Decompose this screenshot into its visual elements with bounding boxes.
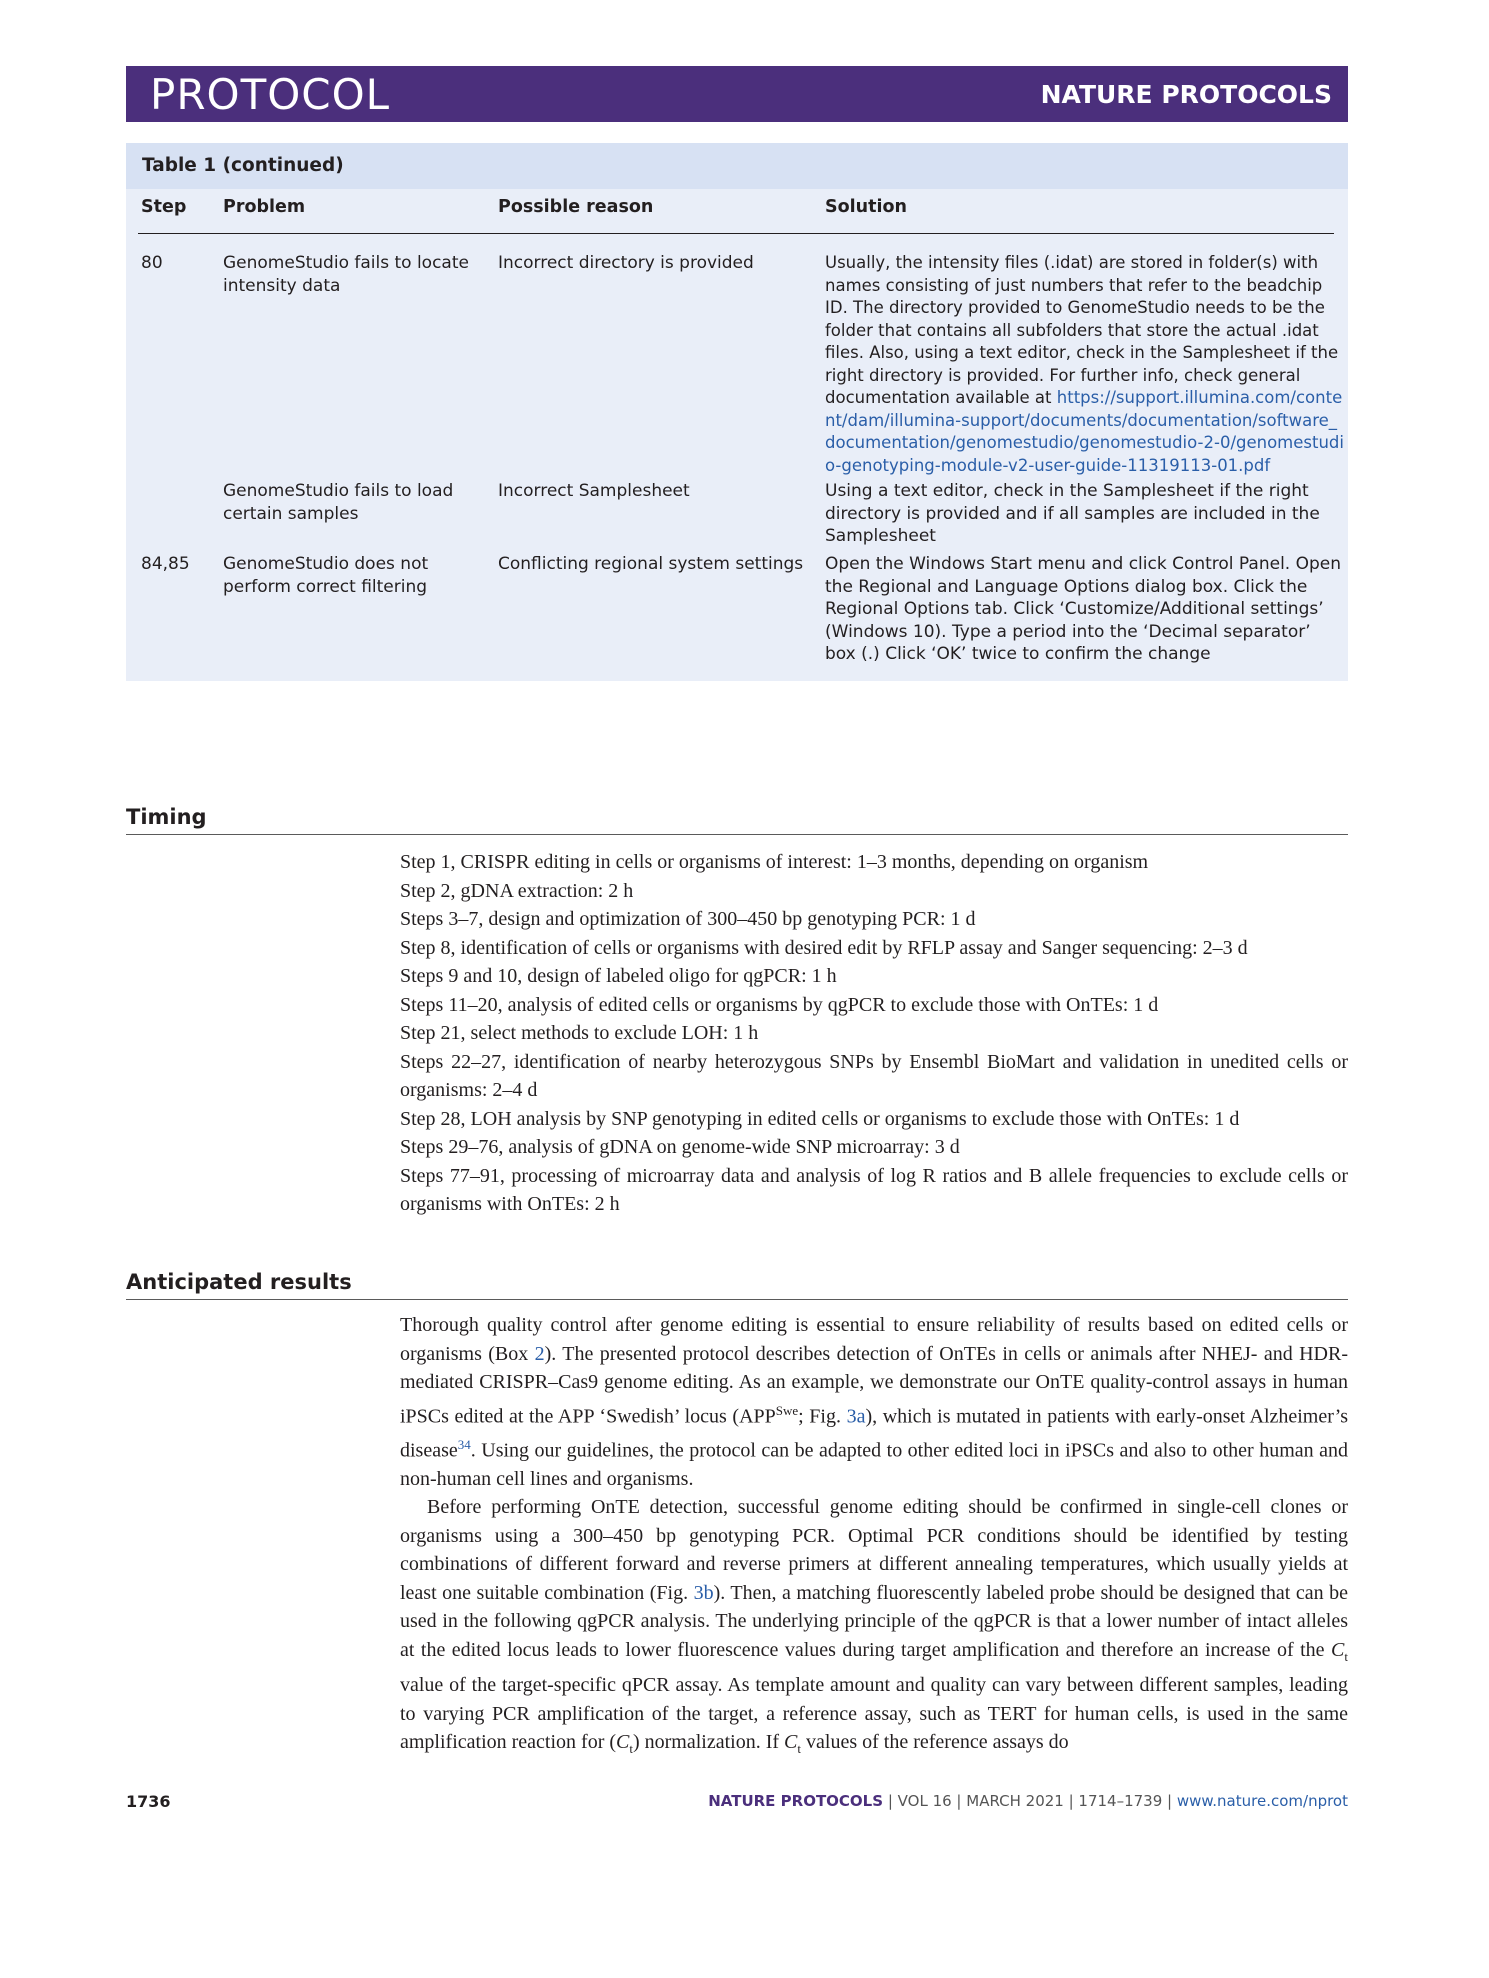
timing-rule	[126, 834, 1348, 835]
footer-citation: NATURE PROTOCOLS | VOL 16 | MARCH 2021 | 1714–1739 | www.nature.com/nprot	[708, 1792, 1348, 1810]
table-cell-solution: Using a text editor, check in the Samplesheet if the right directory is provided and if all samples are included in the Samplesheet	[825, 481, 1320, 546]
timing-item: Step 8, identification of cells or organisms with desired edit by RFLP assay and Sanger sequencing: 2–3 d	[400, 936, 1248, 959]
table-cell-problem: GenomeStudio fails to locate intensity data	[223, 253, 469, 296]
header-bar	[126, 66, 1348, 122]
column-header-step: Step	[141, 197, 187, 217]
timing-heading: Timing	[126, 805, 207, 829]
results-body	[400, 1311, 1348, 1764]
timing-item: Steps 11–20, analysis of edited cells or organisms by qgPCR to exclude those with OnTEs: 1 d	[400, 993, 1159, 1016]
table-cell-step: 84,85	[141, 554, 190, 574]
table-cell-step: 80	[141, 253, 163, 273]
timing-item: Step 2, gDNA extraction: 2 h	[400, 879, 634, 902]
illumina-guide-link[interactable]: https://support.illumina.com/content/dam/illumina-support/documents/documentation/software_documentation/genomestudio/genomestudio-2-0/genomestudio-genotyping-module-v2-user-guide-11319113-01.pdf	[825, 388, 1344, 475]
citation-reference[interactable]: 34	[457, 1436, 471, 1452]
timing-item: Step 1, CRISPR editing in cells or organisms of interest: 1–3 months, depending on organism	[400, 851, 1149, 873]
timing-item: Step 28, LOH analysis by SNP genotyping in edited cells or organisms to exclude those with OnTEs: 1 d	[400, 1107, 1240, 1130]
results-paragraph-1: Thorough quality control after genome editing is essential to ensure reliability of results based on edited cells or organisms (Box 2). The presented protocol describes detection of OnTEs in cells or animals after NHEJ- and HDR-mediated CRISPR–Cas9 genome editing. As an example, we demonstrate our OnTE quality-control assays in human iPSCs edited at the APP ‘Swedish’ locus ($APP^{Swe}$; Fig. 3a), which is mutated in patients with early-onset Alzheimer’s disease$^{34}$. Using our guidelines, the protocol can be adapted to other edited loci in iPSCs and also to other human and non-human cell lines and organisms.	[400, 1314, 1348, 1490]
table-cell-solution: Open the Windows Start menu and click Control Panel. Open the Regional and Language Options dialog box. Click the Regional Options tab. Click ‘Customize/Additional settings’ (Windows 10). Type a period into the ‘Decimal separator’ box (.) Click ‘OK’ twice to confirm the change	[825, 554, 1342, 664]
column-header-reason: Possible reason	[498, 197, 654, 217]
header-rule	[138, 233, 1334, 234]
figure-reference[interactable]: 3a	[846, 1405, 866, 1428]
column-header-problem: Problem	[223, 197, 306, 217]
timing-item: Steps 9 and 10, design of labeled oligo for qgPCR: 1 h	[400, 965, 837, 987]
results-paragraph-2: Before performing OnTE detection, successful genome editing should be confirmed in single-cell clones or organisms using a 300–450 bp genotyping PCR. Optimal PCR conditions should be identified by testing combinations of different forward and reverse primers at different annealing temperatures, which usually yields at least one suitable combination (Fig. 3b). Then, a matching fluorescently labeled probe should be designed that can be used in the following qgPCR analysis. The underlying principle of the qgPCR is that a lower number of intact alleles at the edited locus leads to lower fluorescence values during target amplification and therefore an increase of the $C_t$ value of the target-specific qPCR assay. As template amount and quality can vary between different samples, leading to varying PCR amplification of the target, a reference assay, such as TERT for human cells, is used in the same amplification reaction for $(C_t)$ normalization. If $C_t$ values of the reference assays do	[400, 1496, 1348, 1757]
timing-item: Step 21, select methods to exclude LOH: 1 h	[400, 1022, 759, 1044]
journal-url-link[interactable]: www.nature.com/nprot	[1176, 1792, 1348, 1810]
timing-item: Steps 77–91, processing of microarray data and analysis of log R ratios and B allele frequencies to exclude cells or organisms with OnTEs: 2 h	[400, 1164, 1348, 1215]
results-rule	[126, 1299, 1348, 1300]
figure-reference[interactable]: 3b	[693, 1581, 714, 1604]
journal-title: NATURE PROTOCOLS	[1040, 80, 1332, 109]
troubleshooting-table	[126, 143, 1348, 681]
table-cell-reason: Incorrect directory is provided	[498, 253, 754, 273]
timing-item: Steps 3–7, design and optimization of 300–450 bp genotyping PCR: 1 d	[400, 908, 976, 930]
table-caption: Table 1 (continued)	[126, 143, 1348, 189]
box-reference[interactable]: 2	[534, 1342, 545, 1365]
timing-list	[400, 848, 1348, 1219]
table-cell-problem: GenomeStudio fails to load certain samples	[223, 481, 454, 524]
page-number: 1736	[126, 1792, 171, 1811]
results-heading: Anticipated results	[126, 1270, 352, 1294]
section-label: PROTOCOL	[150, 70, 391, 119]
table-cell-solution: Usually, the intensity files (.idat) are stored in folder(s) with names consisting of just numbers that refer to the beadchip ID. The directory provided to GenomeStudio needs to be the folder that contains all subfolders that store the actual .idat files. Also, using a text editor, check in the Samplesheet if the right directory is provided. For further info, check general documentation available at https://support.illumina.com/content/dam/illumina-support/documents/documentation/software_documentation/genomestudio/genomestudio-2-0/genomestudio-genotyping-module-v2-user-guide-11319113-01.pdf	[825, 253, 1344, 475]
table-cell-reason: Conflicting regional system settings	[498, 554, 804, 574]
column-header-solution: Solution	[825, 197, 907, 217]
timing-item: Steps 22–27, identification of nearby heterozygous SNPs by Ensembl BioMart and validation in unedited cells or organisms: 2–4 d	[400, 1050, 1348, 1101]
table-cell-reason: Incorrect Samplesheet	[498, 481, 690, 501]
table-cell-problem: GenomeStudio does not perform correct filtering	[223, 554, 429, 597]
timing-item: Steps 29–76, analysis of gDNA on genome-wide SNP microarray: 3 d	[400, 1136, 960, 1158]
